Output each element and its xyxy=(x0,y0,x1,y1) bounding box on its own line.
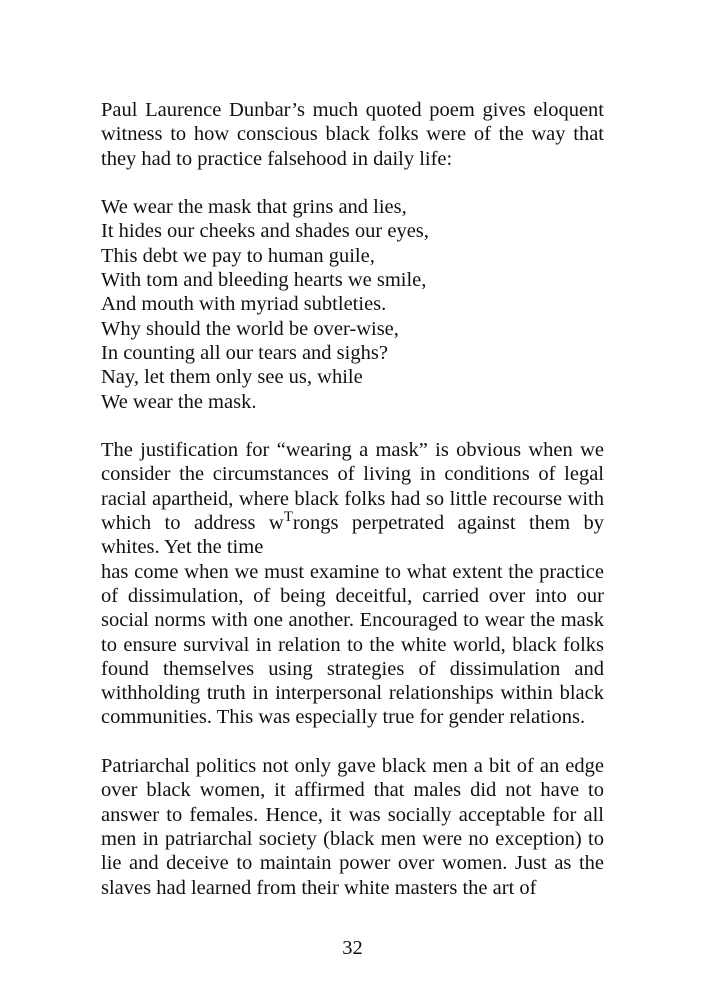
paragraph-justification xyxy=(101,438,604,559)
paragraph-gap xyxy=(101,414,604,438)
paragraph-text-segment: The justification for “wearing a mask” is obvious when we consider the circumstances of living in conditions of legal racial apartheid, where black folks had so little recourse with which to address w xyxy=(101,439,604,535)
poem-line: This debt we pay to human guile, xyxy=(101,244,375,267)
superscript-mark: T xyxy=(283,509,293,526)
paragraph-dunbar-intro: Paul Laurence Dunbar’s much quoted poem gives eloquent witness to how conscious black folks were of the way that they had to practice falsehood in daily life: xyxy=(101,99,604,170)
poem-line: Why should the world be over-wise, xyxy=(101,317,399,340)
paragraph-gap xyxy=(101,730,604,754)
poem-line: We wear the mask. xyxy=(101,390,257,413)
paragraph-dissimulation: has come when we must examine to what extent the practice of dissimulation, of being deceitful, carried over into our social norms with one another. Encouraged to wear the mask to ensure survival in relation to the white world, black folks found themselves using strategies of dissimulation and withholding truth in interpersonal relationships within black communities. This was especially true for gender relations. xyxy=(101,560,604,729)
poem-line: We wear the mask that grins and lies, xyxy=(101,196,407,219)
page-body xyxy=(101,98,604,900)
poem-line: And mouth with myriad subtleties. xyxy=(101,293,387,316)
paragraph-text-segment: rongs perpetrated against them by whites. Yet the time xyxy=(101,512,604,559)
page-number: 32 xyxy=(342,937,363,959)
paragraph-gap xyxy=(101,171,604,195)
poem-block xyxy=(101,195,604,414)
poem-line: In counting all our tears and sighs? xyxy=(101,341,388,364)
poem-line: With tom and bleeding hearts we smile, xyxy=(101,269,427,292)
poem-line: It hides our cheeks and shades our eyes, xyxy=(101,220,429,243)
paragraph-patriarchal-politics: Patriarchal politics not only gave black men a bit of an edge over black women, it affirmed that males did not have to answer to females. Hence, it was socially acceptable for all men in patriarchal society (black men were no exception) to lie and deceive to maintain power over women. Just as the slaves had learned from their white masters the art of xyxy=(101,755,604,899)
poem-line: Nay, let them only see us, while xyxy=(101,366,363,389)
